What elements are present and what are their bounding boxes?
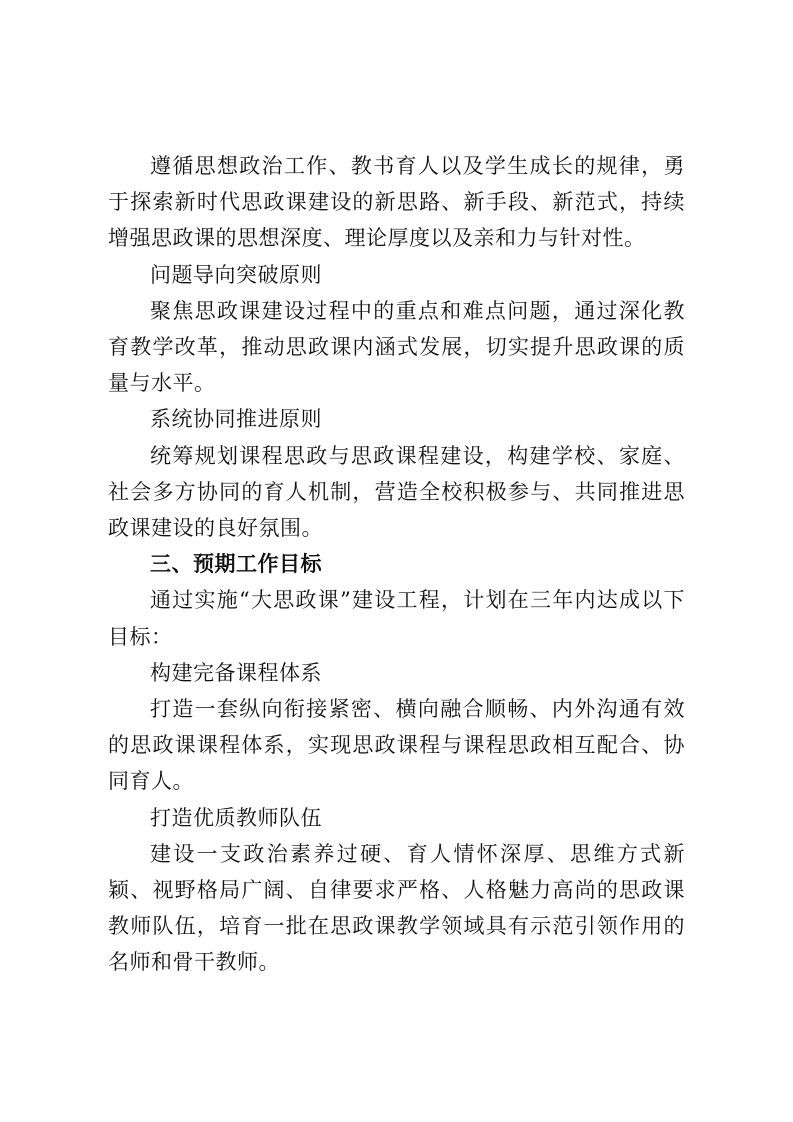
paragraph-teacher-team: 建设一支政治素养过硬、育人情怀深厚、思维方式新颖、视野格局广阔、自律要求严格、人格魅力高尚的思政课教师队伍，培育一批在思政课教学领域具有示范引领作用的名师和骨干教师。	[108, 841, 685, 975]
paragraph-curriculum-system: 打造一套纵向衔接紧密、横向融合顺畅、内外沟通有效的思政课课程体系，实现思政课程与课程思政相互配合、协同育人。	[108, 697, 685, 794]
paragraph-goals-intro: 通过实施“大思政课”建设工程，计划在三年内达成以下目标：	[108, 588, 685, 649]
heading-teacher-team: 打造优质教师队伍	[150, 805, 322, 830]
heading-system-coordination: 系统协同推进原则	[150, 407, 322, 432]
paragraph-system-coordination: 统筹规划课程思政与思政课程建设，构建学校、家庭、社会多方协同的育人机制，营造全校积极参与、共同推进思政课建设的良好氛围。	[108, 443, 685, 541]
paragraph-principle-1: 遵循思想政治工作、教书育人以及学生成长的规律，勇于探索新时代思政课建设的新思路、新手段、新范式，持续增强思政课的思想深度、理论厚度以及亲和力与针对性。	[108, 154, 685, 251]
heading-curriculum-system: 构建完备课程体系	[150, 660, 322, 685]
paragraph-problem-oriented: 聚焦思政课建设过程中的重点和难点问题，通过深化教育教学改革，推动思政课内涵式发展，切实提升思政课的质量与水平。	[108, 298, 685, 396]
section-title-goals: 三、预期工作目标	[150, 552, 322, 577]
document-body	[108, 148, 685, 981]
heading-problem-oriented: 问题导向突破原则	[150, 262, 322, 287]
